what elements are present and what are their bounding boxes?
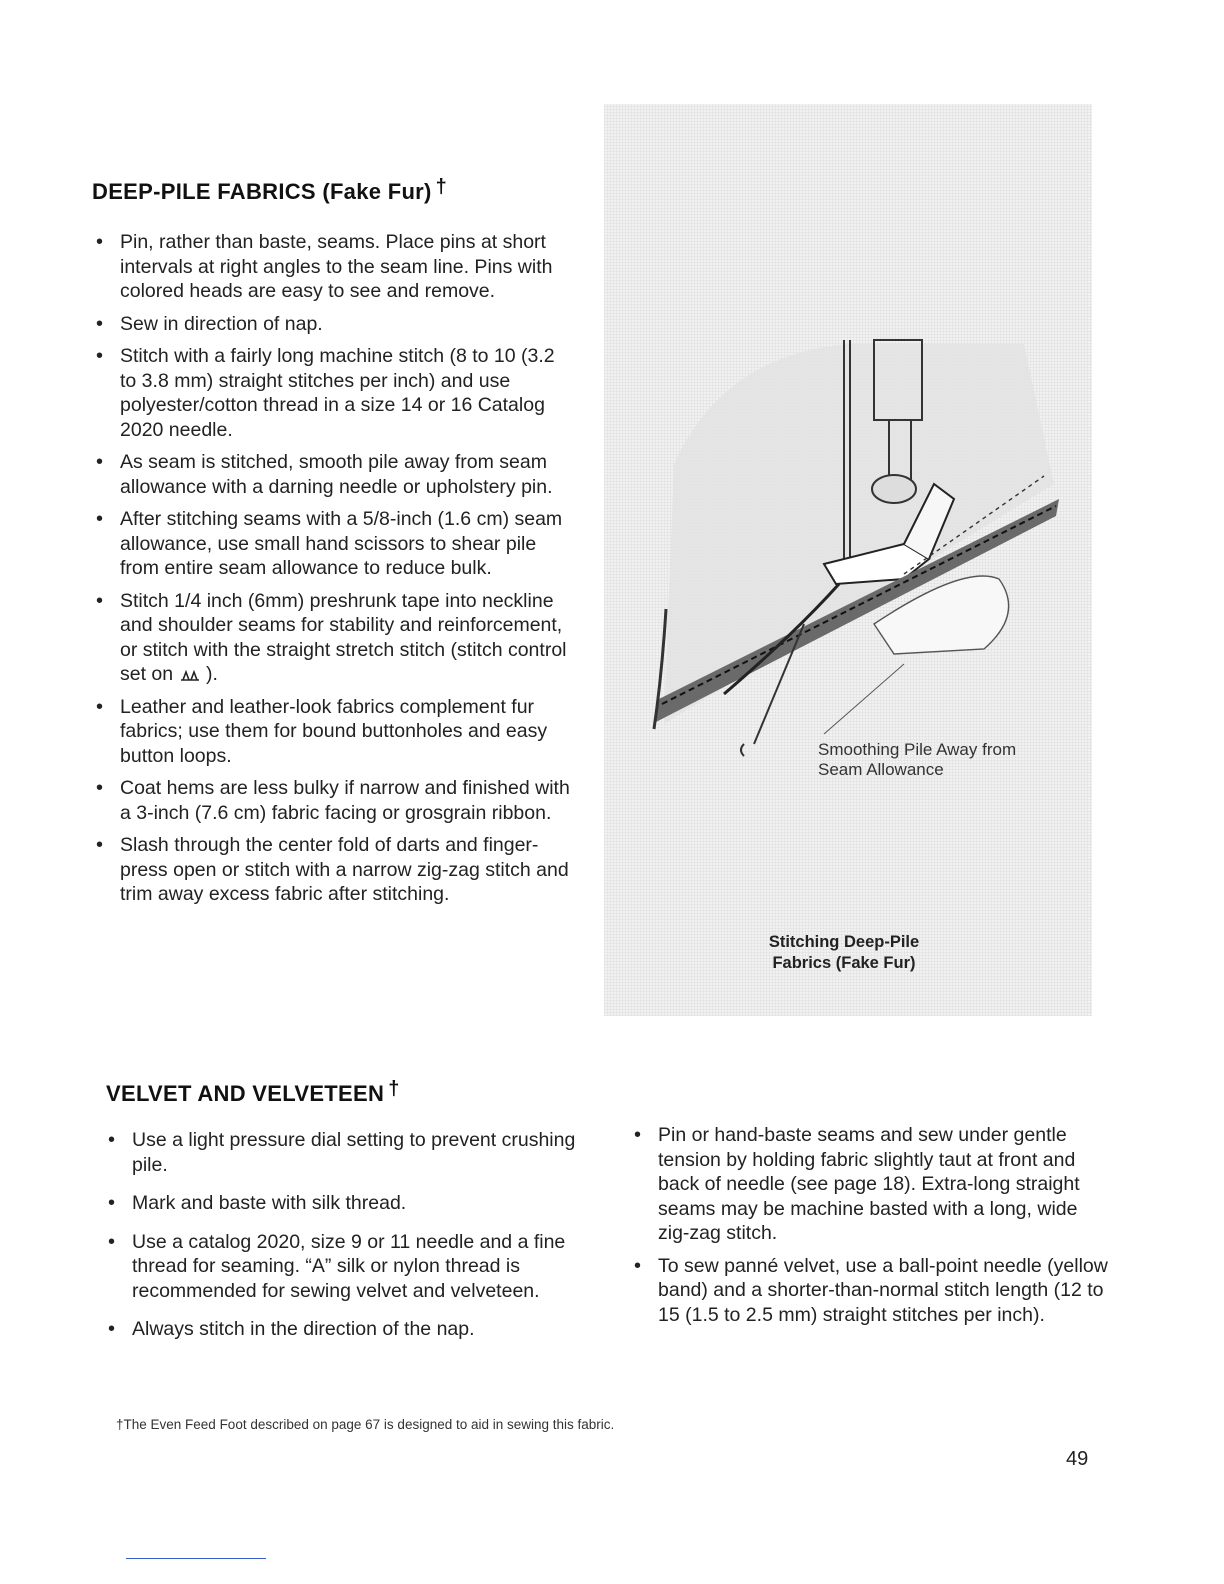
straight-stretch-stitch-icon: [179, 668, 201, 682]
list-item: • Always stitch in the direction of the nap.: [106, 1317, 580, 1342]
list-item: • Sew in direction of nap.: [94, 312, 570, 337]
dagger-mark: †: [388, 1078, 400, 1100]
list-item: • Mark and baste with silk thread.: [106, 1191, 580, 1216]
footnote: †The Even Feed Foot described on page 67 is designed to aid in sewing this fabric.: [116, 1417, 615, 1432]
list-item: • As seam is stitched, smooth pile away from seam allowance with a darning needle or upholstery pin.: [94, 450, 570, 499]
figure-caption: Stitching Deep-Pile Fabrics (Fake Fur): [768, 933, 920, 972]
dagger-mark: †: [435, 176, 448, 198]
section-title-velvet: VELVET AND VELVETEEN †: [106, 1078, 400, 1106]
velvet-left-bullet-list: [106, 1128, 580, 1350]
list-item: • Use a catalog 2020, size 9 or 11 needle and a fine thread for seaming. “A” silk or nylon thread is recommended for sewing velvet and velveteen.: [106, 1230, 580, 1304]
figure-panel: [604, 104, 1092, 1016]
deep-pile-bullet-list: [94, 230, 570, 915]
callout-smoothing-pile: Smoothing Pile Away from Seam Allowance: [818, 740, 1017, 779]
list-item: • Pin or hand-baste seams and sew under gentle tension by holding fabric slightly taut at front and back of needle (see page 18). Extra-long straight seams may be machine basted with a long, wide zig-zag stitch.: [632, 1123, 1110, 1246]
list-item-tape: • Stitch 1/4 inch (6mm) preshrunk tape into neckline and shoulder seams for stability and reinforcement, or stitch with the straight stretch stitch (stitch control set on ).: [94, 589, 570, 687]
page-number: 49: [1066, 1448, 1089, 1470]
list-item: • After stitching seams with a 5/8-inch (1.6 cm) seam allowance, use small hand scissors to shear pile from entire seam allowance to reduce bulk.: [94, 507, 570, 581]
sewing-machine-illustration: [604, 104, 1092, 1016]
velvet-right-bullet-list: [632, 1123, 1110, 1335]
list-item: • Use a light pressure dial setting to prevent crushing pile.: [106, 1128, 580, 1177]
list-item: • To sew panné velvet, use a ball-point needle (yellow band) and a shorter-than-normal stitch length (12 to 15 (1.5 to 2.5 mm) straight stitches per inch).: [632, 1254, 1110, 1328]
list-item: • Stitch with a fairly long machine stitch (8 to 10 (3.2 to 3.8 mm) straight stitches per inch) and use polyester/cotton thread in a size 14 or 16 Catalog 2020 needle.: [94, 344, 570, 442]
section-title-deep-pile: DEEP-PILE FABRICS (Fake Fur) †: [92, 176, 448, 204]
list-item: • Pin, rather than baste, seams. Place pins at short intervals at right angles to the seam line. Pins with colored heads are easy to see and remove.: [94, 230, 570, 304]
list-item: • Slash through the center fold of darts and finger-press open or stitch with a narrow zig-zag stitch and trim away excess fabric after stitching.: [94, 833, 570, 907]
list-item: • Coat hems are less bulky if narrow and finished with a 3-inch (7.6 cm) fabric facing or grosgrain ribbon.: [94, 776, 570, 825]
bottom-rule: [126, 1558, 266, 1559]
list-item: • Leather and leather-look fabrics complement fur fabrics; use them for bound buttonholes and easy button loops.: [94, 695, 570, 769]
